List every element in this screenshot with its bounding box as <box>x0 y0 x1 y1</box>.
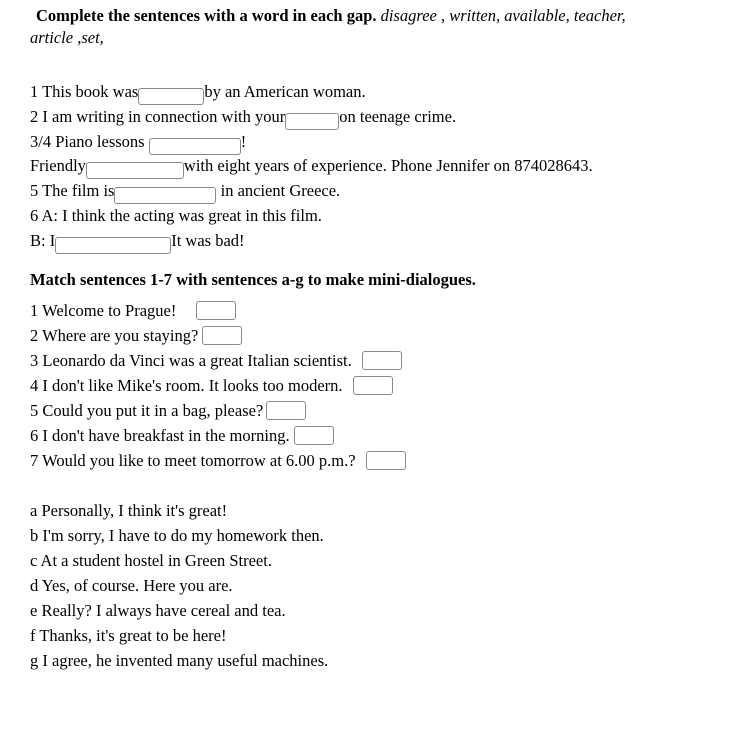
gap-1-input[interactable] <box>138 88 204 105</box>
sentence-2 <box>30 107 456 130</box>
sentence-4 <box>30 156 593 179</box>
match-answer-6-box[interactable] <box>294 426 334 445</box>
match-answer-2-box[interactable] <box>202 326 242 345</box>
match-sentence-3 <box>30 351 402 371</box>
match-sentence-3-text: 3 Leonardo da Vinci was a great Italian scientist. <box>30 351 352 370</box>
sentence-3 <box>30 132 246 155</box>
word-bank-2: article ,set, <box>30 28 104 47</box>
sentence-2-before: 2 I am writing in connection with your <box>30 107 286 126</box>
match-sentence-2-text: 2 Where are you staying? <box>30 326 199 345</box>
gap-3-input[interactable] <box>149 138 241 155</box>
response-g: g I agree, he invented many useful machines. <box>30 651 329 670</box>
sentence-5-after: in ancient Greece. <box>220 181 341 200</box>
sentence-3-after: ! <box>240 132 247 151</box>
gap-6-input[interactable] <box>55 237 171 254</box>
sentence-3-before: 3/4 Piano lessons <box>30 132 145 151</box>
match-answer-5-box[interactable] <box>266 401 306 420</box>
response-e: e Really? I always have cereal and tea. <box>30 601 286 620</box>
sentence-6b-before: B: I <box>30 231 56 250</box>
match-sentence-7-text: 7 Would you like to meet tomorrow at 6.00 p.m.? <box>30 451 356 470</box>
match-answer-7-box[interactable] <box>366 451 406 470</box>
match-sentence-1 <box>30 301 236 321</box>
instructions-line1 <box>36 6 626 26</box>
sentence-4-before: Friendly <box>30 156 86 175</box>
match-answer-1-box[interactable] <box>196 301 236 320</box>
response-a: a Personally, I think it's great! <box>30 501 228 520</box>
word-bank-1: disagree , written, available, teacher, <box>380 6 626 25</box>
response-d: d Yes, of course. Here you are. <box>30 576 233 595</box>
sentence-2-after: on teenage crime. <box>339 107 457 126</box>
sentence-6b <box>30 231 245 254</box>
sentence-1 <box>30 82 366 105</box>
match-sentence-4-text: 4 I don't like Mike's room. It looks too modern. <box>30 376 343 395</box>
sentence-6a: 6 A: I think the acting was great in this film. <box>30 206 322 225</box>
sentence-1-before: 1 This book was <box>30 82 139 101</box>
sentence-4-after: with eight years of experience. Phone Jennifer on 874028643. <box>183 156 593 175</box>
match-sentence-4 <box>30 376 393 396</box>
gap-4-input[interactable] <box>86 162 184 179</box>
sentence-5 <box>30 181 340 204</box>
match-sentence-5-text: 5 Could you put it in a bag, please? <box>30 401 264 420</box>
sentence-6b-after: It was bad! <box>171 231 245 250</box>
sentence-5-before: 5 The film is <box>30 181 115 200</box>
sentence-1-after: by an American woman. <box>204 82 366 101</box>
gap-2-input[interactable] <box>285 113 339 130</box>
response-c: c At a student hostel in Green Street. <box>30 551 272 570</box>
instructions-title: Complete the sentences with a word in each gap. <box>36 6 377 25</box>
gap-5-input[interactable] <box>114 187 216 204</box>
part2-title: Match sentences 1-7 with sentences a-g to make mini-dialogues. <box>30 270 476 289</box>
match-sentence-2 <box>30 326 242 346</box>
match-sentence-5 <box>30 401 306 421</box>
match-sentence-6 <box>30 426 334 446</box>
match-answer-4-box[interactable] <box>353 376 393 395</box>
match-sentence-7 <box>30 451 406 471</box>
match-sentence-6-text: 6 I don't have breakfast in the morning. <box>30 426 290 445</box>
response-b: b I'm sorry, I have to do my homework then. <box>30 526 324 545</box>
response-f: f Thanks, it's great to be here! <box>30 626 227 645</box>
match-sentence-1-text: 1 Welcome to Prague! <box>30 301 177 320</box>
match-answer-3-box[interactable] <box>362 351 402 370</box>
